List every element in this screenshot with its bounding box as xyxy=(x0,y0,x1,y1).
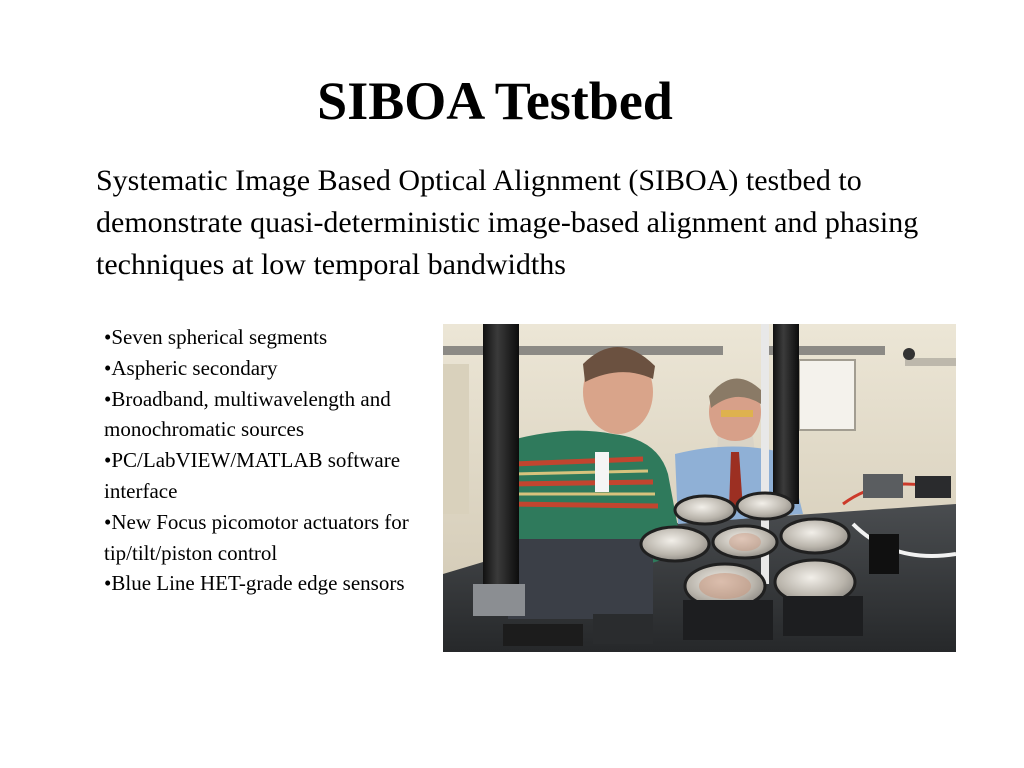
intro-paragraph: Systematic Image Based Optical Alignment (SIBOA) testbed to demonstrate quasi-deterministic image-based alignment and phasing techniques at low temporal bandwidths xyxy=(96,164,919,281)
list-item: •New Focus picomotor actuators for tip/tilt/piston control xyxy=(104,509,409,565)
list-item: •Seven spherical segments xyxy=(104,325,328,349)
list-item: •Aspheric secondary xyxy=(104,355,278,380)
list-item: •PC/LabVIEW/MATLAB software interface xyxy=(104,448,401,503)
lab-photo-icon xyxy=(443,324,956,652)
list-item: •Blue Line HET-grade edge sensors xyxy=(104,571,405,596)
list-item: •Broadband, multiwavelength and monochromatic sources xyxy=(104,386,391,442)
slide-title: SIBOA Testbed xyxy=(317,71,673,131)
feature-list xyxy=(104,322,424,599)
